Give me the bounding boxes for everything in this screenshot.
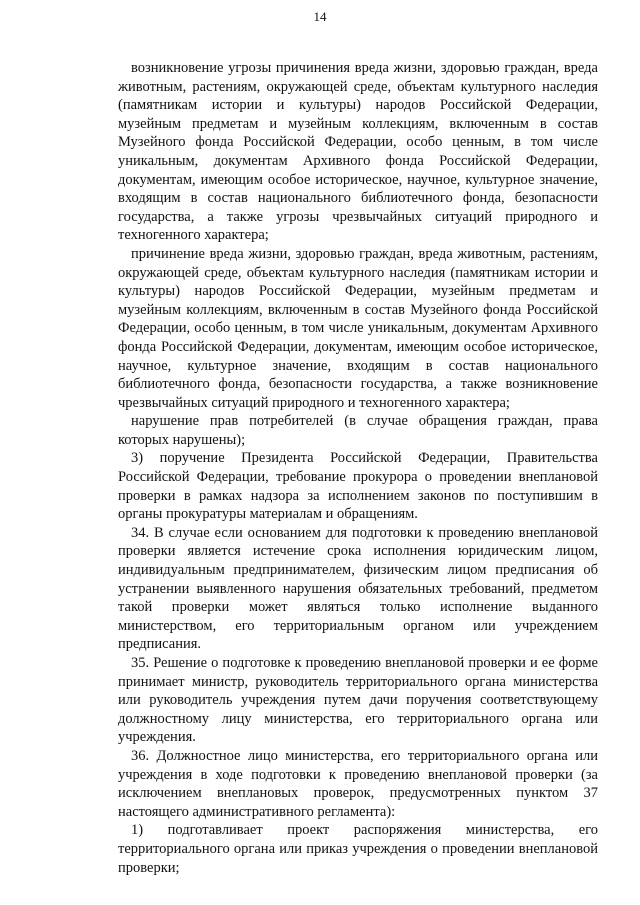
document-body <box>118 59 598 877</box>
paragraph-threat-of-harm: возникновение угрозы причинения вреда жизни, здоровью граждан, вреда животным, растениям, окружающей среде, объектам культурного наследия (памятникам истории и культуры) народов Российской Федерации, музейным предметам и музейным коллекциям, включенным в состав Музейного фонда Российской Федерации, особо ценным, в том числе уникальным, документам Архивного фонда Российской Федерации, документам, имеющим особое историческое, научное, культурное значение, входящим в состав национального библиотечного фонда, безопасности государства, а также угрозы чрезвычайных ситуаций природного и техногенного характера; <box>118 60 598 244</box>
page-number: 14 <box>313 9 327 24</box>
paragraph-clause-36: 36. Должностное лицо министерства, его территориального органа или учреждения в ходе подготовки к проведению внеплановой проверки (за исключением внеплановых проверок, предусмотренных пунктом 37 настоящего административного регламента): <box>118 747 598 820</box>
paragraph-clause-36-item-1: 1) подготавливает проект распоряжения министерства, его территориального органа или приказ учреждения о проведении внеплановой проверки; <box>118 822 598 876</box>
paragraph-clause-35: 35. Решение о подготовке к проведению внеплановой проверки и ее форме принимает министр, руководитель территориального органа министерства или руководитель учреждения путем дачи поручения соответствующему должностному лицу министерства, его территориального органа или учреждения. <box>118 655 598 746</box>
paragraph-item-3-instruction: 3) поручение Президента Российской Федерации, Правительства Российской Федерации, требование прокурора о проведении внеплановой проверки в рамках надзора за исполнением законов по поступившим в органы прокуратуры материалам и обращениям. <box>118 450 598 523</box>
paragraph-harm-caused: причинение вреда жизни, здоровью граждан, вреда животным, растениям, окружающей среде, объектам культурного наследия (памятникам истории и культуры) народов Российской Федерации, музейным предметам и музейным коллекциям, включенным в состав Музейного фонда Российской Федерации, особо ценным, в том числе уникальным, документам Архивного фонда Российской Федерации, документам, имеющим особое историческое, научное, культурное значение, входящим в состав национального библиотечного фонда, безопасности государства, а также возникновение чрезвычайных ситуаций природного и техногенного характера; <box>118 245 598 411</box>
paragraph-clause-34: 34. В случае если основанием для подготовки к проведению внеплановой проверки является истечение срока исполнения юридическим лицом, индивидуальным предпринимателем, физическим лицом предписания об устранении выявленного нарушения обязательных требований, предметом такой проверки может являться только исполнение выданного министерством, его территориальным органом или учреждением предписания. <box>118 524 598 653</box>
paragraph-consumer-rights: нарушение прав потребителей (в случае обращения граждан, права которых нарушены); <box>118 413 598 448</box>
